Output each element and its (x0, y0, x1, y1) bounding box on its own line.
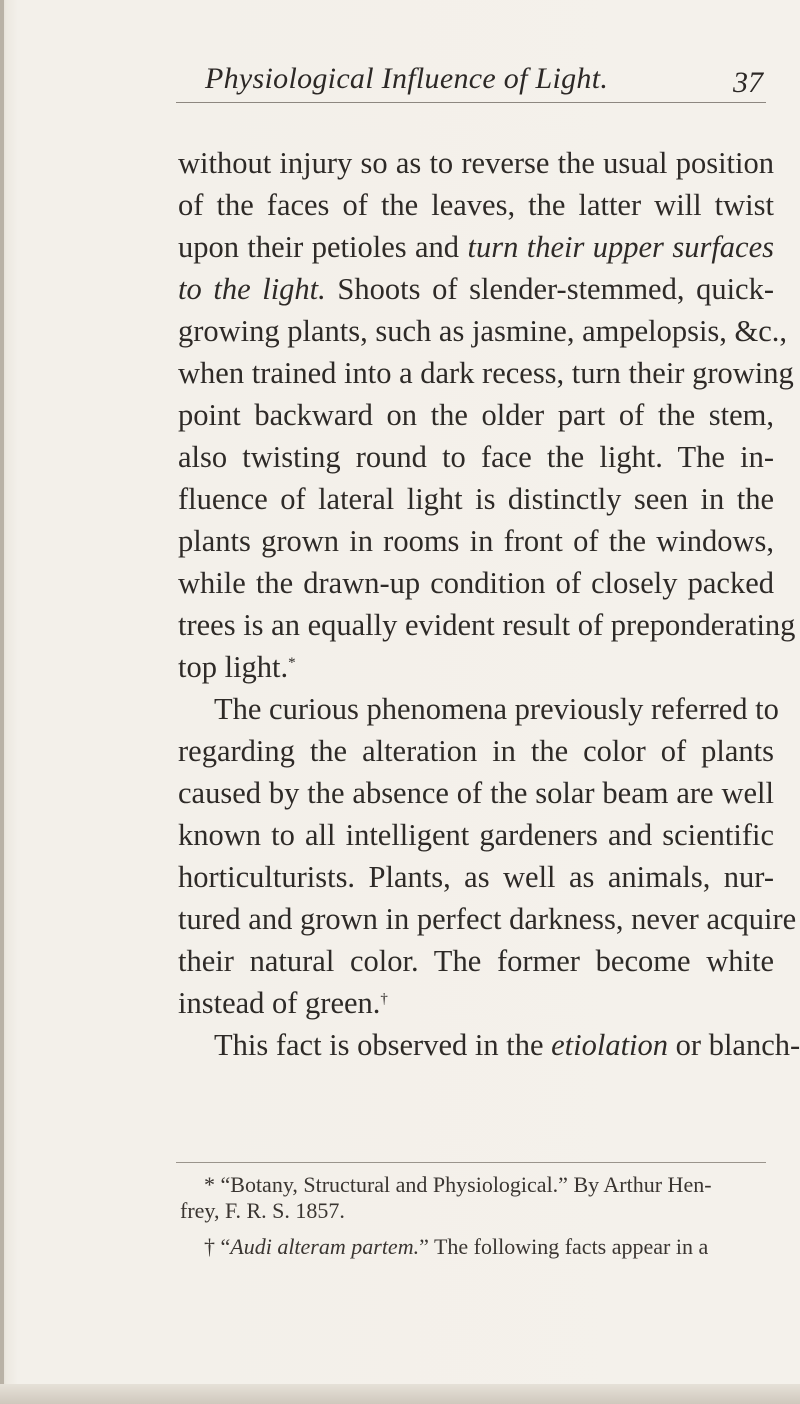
text-line: point backward on the older part of the stem, (178, 398, 774, 432)
text-line: The curious phenomena previously referred to (214, 692, 779, 726)
text-line: caused by the absence of the solar beam are well (178, 776, 774, 810)
page-number: 37 (733, 66, 763, 99)
page-gutter (0, 0, 4, 1404)
paragraph-1 (178, 142, 796, 688)
text-line: also twisting round to face the light. The in- (178, 440, 774, 474)
text-run: upon their petioles and (178, 230, 468, 264)
text-line (178, 268, 774, 310)
paragraph-2 (178, 688, 797, 1024)
emphasis-text: etiolation (551, 1028, 669, 1062)
text-run: This fact is observed in the (214, 1028, 552, 1062)
running-head: Physiological Influence of Light. (205, 62, 609, 95)
text-line: when trained into a dark recess, turn their growing (178, 356, 794, 390)
footnote-2 (180, 1234, 772, 1260)
footnote-1-continued: frey, F. R. S. 1857. (180, 1198, 345, 1223)
text-line: regarding the alteration in the color of plants (178, 734, 774, 768)
text-line: known to all intelligent gardeners and scientific (178, 818, 774, 852)
page-bottom-edge (0, 1384, 800, 1404)
text-line: trees is an equally evident result of preponderating (178, 608, 796, 642)
header-rule (176, 102, 766, 103)
text-run: or blanch- (668, 1028, 800, 1062)
text-line: growing plants, such as jasmine, ampelopsis, &c., (178, 314, 788, 348)
text-line: their natural color. The former become white (178, 944, 774, 978)
footnote-marker: † “ (204, 1234, 231, 1259)
text-run: top light. (178, 650, 289, 684)
paragraph-3 (178, 1024, 800, 1066)
text-line (178, 226, 774, 268)
text-run: Shoots of slender-stemmed, quick- (325, 272, 774, 306)
footnotes (180, 1172, 772, 1260)
text-line: of the faces of the leaves, the latter will twist (178, 188, 774, 222)
emphasis-text: turn their upper surfaces (467, 230, 775, 264)
text-line: without injury so as to reverse the usual position (178, 146, 774, 180)
text-line: fluence of lateral light is distinctly seen in the (178, 482, 774, 516)
footnote-rule (176, 1162, 766, 1163)
text-line: while the drawn-up condition of closely packed (178, 566, 774, 600)
text-line (178, 646, 774, 688)
text-line (178, 1024, 800, 1066)
text-run: instead of green. (178, 986, 381, 1020)
emphasis-text: Audi alteram partem. (230, 1234, 420, 1259)
text-run: ” The following facts appear in a (419, 1234, 709, 1259)
footnote-marker: † (380, 991, 388, 1007)
text-line: horticulturists. Plants, as well as animals, nur- (178, 860, 774, 894)
footnote-1: * “Botany, Structural and Physiological.” By Arthur Hen- (204, 1172, 712, 1197)
text-line: tured and grown in perfect darkness, never acquire (178, 902, 797, 936)
text-line (178, 982, 774, 1024)
text-line: plants grown in rooms in front of the windows, (178, 524, 774, 558)
body-text (178, 142, 800, 1066)
footnote-marker: * (288, 655, 296, 671)
emphasis-text: to the light. (178, 272, 326, 306)
